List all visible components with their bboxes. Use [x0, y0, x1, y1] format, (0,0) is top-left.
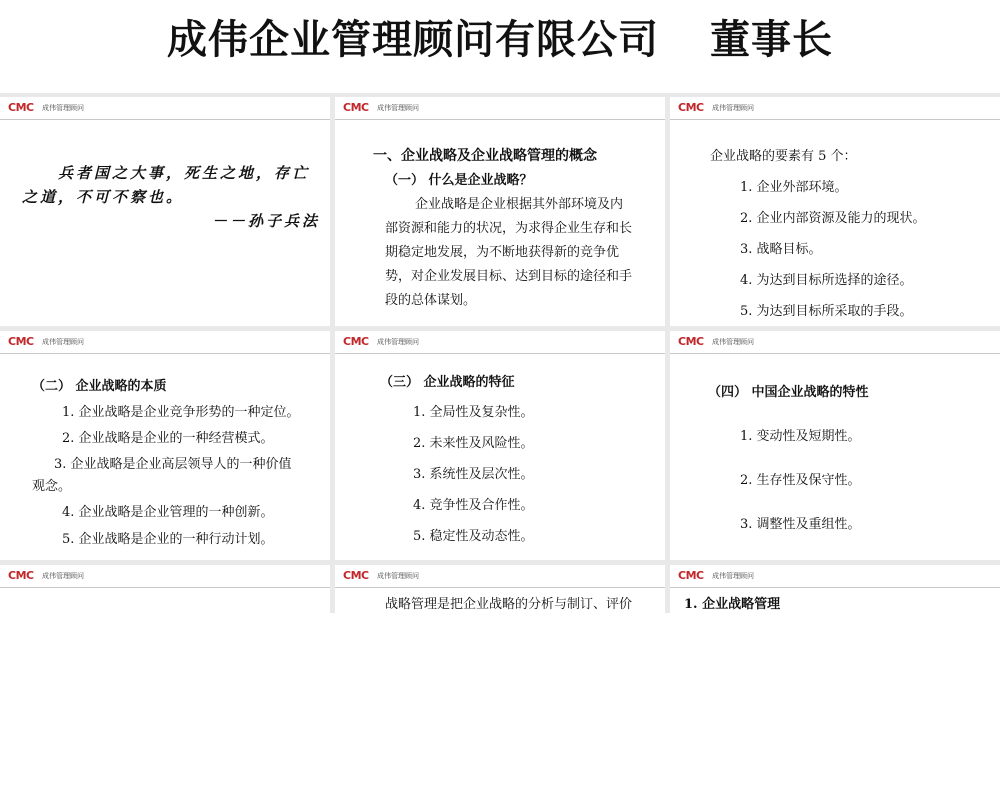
- logo-text: 成伟管理顾问: [42, 104, 84, 112]
- cmc-logo-icon: CMC: [8, 335, 34, 348]
- list-item: 4. 企业战略是企业管理的一种创新。: [62, 505, 274, 520]
- slide-3[interactable]: [670, 97, 1000, 326]
- partial-text: 战略管理是把企业战略的分析与制订、评价: [385, 597, 633, 612]
- slide-header: [0, 565, 330, 588]
- logo-text: 成伟管理顾问: [712, 572, 754, 580]
- cmc-logo-icon: CMC: [343, 569, 369, 582]
- slide-header: [670, 565, 1000, 588]
- cmc-logo-icon: CMC: [343, 335, 369, 348]
- list-item: 1. 企业战略是企业竞争形势的一种定位。: [62, 405, 300, 420]
- list-item: 1. 企业外部环境。: [740, 180, 848, 195]
- slide-1[interactable]: [0, 97, 330, 326]
- list-item: 4. 为达到目标所选择的途径。: [740, 273, 913, 288]
- cmc-logo-icon: CMC: [678, 335, 704, 348]
- list-item: 2. 生存性及保守性。: [740, 473, 861, 488]
- role-title: 董事长: [709, 16, 833, 63]
- list-item: 2. 企业内部资源及能力的现状。: [740, 211, 926, 226]
- slide-heading: 一、企业战略及企业战略管理的概念: [373, 148, 597, 164]
- elements-intro: 企业战略的要素有 5 个：: [710, 149, 857, 164]
- quote-source: －－孙子兵法: [212, 212, 321, 230]
- logo-text: 成伟管理顾问: [712, 338, 754, 346]
- slide-5[interactable]: [335, 331, 665, 560]
- list-item: 1. 全局性及复杂性。: [413, 405, 534, 420]
- logo-text: 成伟管理顾问: [712, 104, 754, 112]
- logo-text: 成伟管理顾问: [377, 338, 419, 346]
- list-item: 3. 企业战略是企业高层领导人的一种价值: [54, 457, 292, 472]
- list-item: 5. 稳定性及动态性。: [413, 529, 534, 544]
- slide-heading: （四） 中国企业战略的特性: [708, 385, 869, 400]
- slide-header: [335, 565, 665, 588]
- company-name: 成伟企业管理顾问有限公司: [167, 16, 660, 63]
- logo-text: 成伟管理顾问: [377, 104, 419, 112]
- list-item: 3. 调整性及重组性。: [740, 517, 861, 532]
- slide-heading: （二） 企业战略的本质: [32, 379, 167, 394]
- slide-4[interactable]: [0, 331, 330, 560]
- slide-7[interactable]: [0, 565, 330, 794]
- definition-paragraph: 企业战略是企业根据其外部环境及内部资源和能力的状况，为求得企业生存和长期稳定地发展，为不断地获得新的竞争优势，对企业发展目标、达到目标的途径和手段的总体谋划。: [385, 197, 633, 308]
- list-item: 5. 企业战略是企业的一种行动计划。: [62, 532, 274, 547]
- list-item: 观念。: [32, 479, 72, 494]
- slide-header: [670, 331, 1000, 354]
- list-item: 3. 战略目标。: [740, 242, 822, 257]
- logo-text: 成伟管理顾问: [42, 572, 84, 580]
- slide-header: [335, 331, 665, 354]
- slide-9[interactable]: [670, 565, 1000, 794]
- slide-subheading: （一） 什么是企业战略？: [385, 173, 533, 188]
- cmc-logo-icon: CMC: [678, 101, 704, 114]
- list-item: 1. 变动性及短期性。: [740, 429, 861, 444]
- partial-heading: 1. 企业战略管理: [684, 597, 781, 612]
- cmc-logo-icon: CMC: [343, 101, 369, 114]
- slide-heading: （三） 企业战略的特征: [380, 375, 515, 390]
- list-item: 5. 为达到目标所采取的手段。: [740, 304, 913, 319]
- slide-header: [670, 97, 1000, 120]
- slide-6[interactable]: [670, 331, 1000, 560]
- slide-header: [0, 97, 330, 120]
- slide-grid: [0, 93, 1000, 613]
- sunzi-quote: 兵者国之大事，死生之地，存亡之道，不可不察也。: [22, 164, 311, 206]
- logo-text: 成伟管理顾问: [42, 338, 84, 346]
- slide-8[interactable]: [335, 565, 665, 794]
- page-title: [0, 8, 1000, 65]
- logo-text: 成伟管理顾问: [377, 572, 419, 580]
- slide-header: [0, 331, 330, 354]
- slide-header: [335, 97, 665, 120]
- cmc-logo-icon: CMC: [678, 569, 704, 582]
- slide-2[interactable]: [335, 97, 665, 326]
- cmc-logo-icon: CMC: [8, 569, 34, 582]
- list-item: 3. 系统性及层次性。: [413, 467, 534, 482]
- cmc-logo-icon: CMC: [8, 101, 34, 114]
- list-item: 2. 未来性及风险性。: [413, 436, 534, 451]
- list-item: 2. 企业战略是企业的一种经营模式。: [62, 431, 274, 446]
- list-item: 4. 竞争性及合作性。: [413, 498, 534, 513]
